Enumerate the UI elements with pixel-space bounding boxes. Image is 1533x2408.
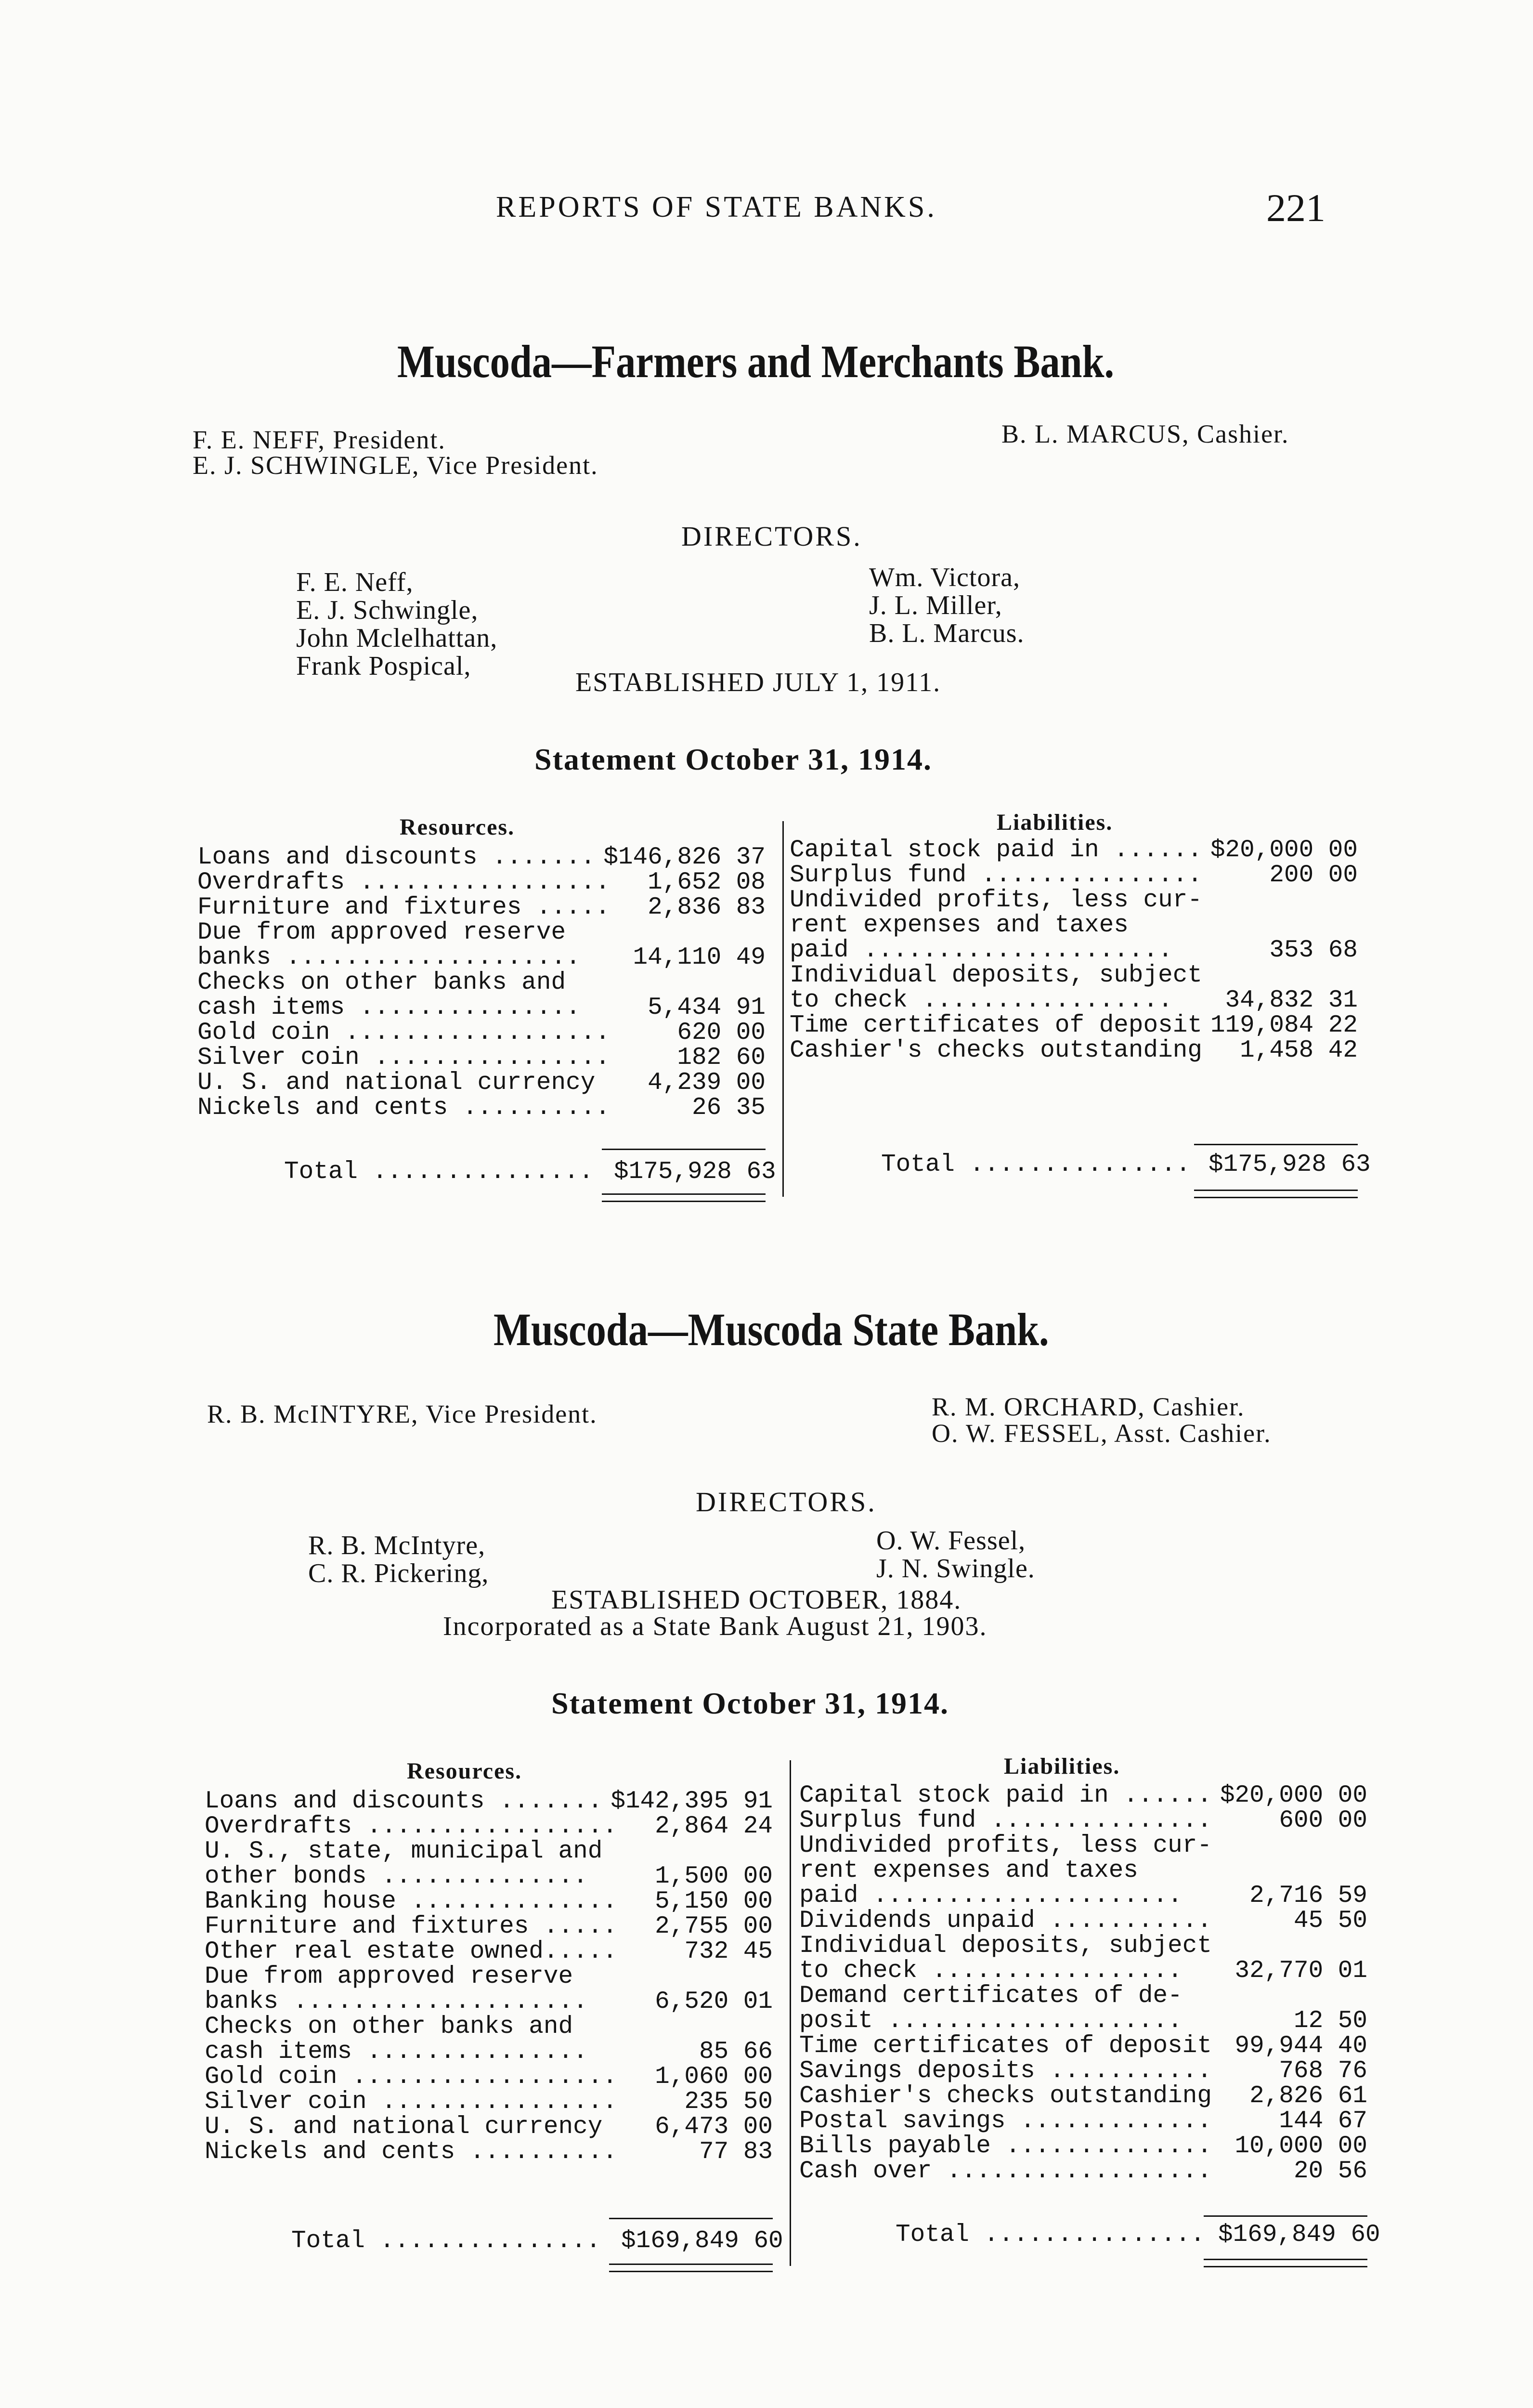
ledger-amount: 235 50 [684, 2088, 773, 2116]
ledger-label: Nickels and cents .......... [197, 1094, 610, 1122]
page-number: 221 [1266, 186, 1325, 230]
ledger-label: cash items ............... [197, 994, 581, 1021]
ledger-label: Cashier's checks outstanding [799, 2082, 1212, 2110]
ledger-amount: 4,239 00 [648, 1069, 766, 1097]
ledger-label: Furniture and fixtures ..... [205, 1913, 617, 1940]
ledger-row [205, 2113, 773, 2141]
director-name: J. N. Swingle. [876, 1554, 1035, 1584]
bank1-officer-cashier: B. L. MARCUS, Cashier. [1001, 419, 1289, 448]
bank2-liabilities-total-label: Total ............... [896, 2221, 1205, 2249]
ledger-label: Banking house .............. [205, 1888, 617, 1915]
ledger-amount: 45 50 [1293, 1907, 1367, 1935]
ledger-amount: 144 67 [1279, 2107, 1367, 2135]
ledger-row [799, 2032, 1367, 2060]
bank1-resources-total: $175,928 63 [614, 1158, 776, 1186]
bank2-officer-cashier: R. M. ORCHARD, Cashier. [932, 1392, 1245, 1421]
bank2-title: Muscoda—Muscoda State Bank. [494, 1304, 1049, 1355]
ledger-row [799, 1957, 1367, 1985]
ledger-row [799, 1907, 1367, 1935]
ledger-row [205, 1938, 773, 1963]
ledger-amount: 5,150 00 [655, 1888, 773, 1915]
ledger-label: Gold coin .................. [205, 2063, 617, 2091]
ledger-row [205, 1888, 773, 1913]
bank1-resources-total-double-rule [602, 1193, 766, 1202]
ledger-amount: 2,755 00 [655, 1913, 773, 1940]
ledger-amount: $20,000 00 [1210, 837, 1358, 864]
bank1-directors-right [869, 563, 1025, 647]
ledger-label: paid ..................... [799, 1882, 1182, 1910]
ledger-row [790, 887, 1358, 912]
bank1-statement-heading: Statement October 31, 1914. [534, 742, 932, 776]
ledger-row [790, 1037, 1358, 1062]
bank2-resources-list [205, 1788, 773, 2166]
director-name: Frank Pospical, [296, 651, 471, 681]
ledger-amount: 26 35 [691, 1094, 766, 1122]
ledger-amount: 600 00 [1279, 1807, 1367, 1834]
ledger-label: U. S. and national currency [197, 1069, 596, 1097]
bank1-liabilities-total-label: Total ............... [881, 1151, 1191, 1178]
ledger-amount: 119,084 22 [1210, 1012, 1358, 1039]
ledger-row [205, 1988, 773, 2013]
ledger-label: Bills payable .............. [799, 2133, 1212, 2160]
ledger-amount: 6,473 00 [655, 2113, 773, 2141]
ledger-label: Silver coin ................ [197, 1044, 610, 1072]
ledger-row [799, 1832, 1367, 1857]
ledger-amount: 20 56 [1293, 2158, 1367, 2185]
ledger-row [790, 962, 1358, 987]
ledger-amount: 2,836 83 [648, 894, 766, 921]
ledger-row [197, 869, 766, 894]
director-name: R. B. McIntyre, [308, 1531, 486, 1560]
ledger-label: Surplus fund ............... [799, 1807, 1212, 1834]
ledger-label: Due from approved reserve [197, 919, 566, 946]
bank1-liabilities-list [790, 837, 1358, 1062]
director-name: Wm. Victora, [869, 563, 1020, 592]
ledger-label: Individual deposits, subject [799, 1932, 1212, 1960]
bank1-liabilities-subtotal-rule [1194, 1144, 1358, 1145]
ledger-row [790, 937, 1358, 962]
ledger-amount: 34,832 31 [1225, 987, 1358, 1014]
ledger-amount: 2,864 24 [655, 1813, 773, 1840]
ledger-amount: 2,826 61 [1249, 2082, 1367, 2110]
ledger-row [197, 1094, 766, 1122]
ledger-label: posit .................... [799, 2007, 1182, 2035]
ledger-label: banks .................... [197, 944, 581, 971]
ledger-row [197, 969, 766, 994]
ledger-row [197, 994, 766, 1019]
ledger-amount: 85 66 [699, 2038, 773, 2066]
ledger-amount: 99,944 40 [1234, 2032, 1367, 2060]
ledger-amount: 32,770 01 [1234, 1957, 1367, 1985]
ledger-row [197, 844, 766, 869]
ledger-label: Gold coin .................. [197, 1019, 610, 1047]
bank2-resources-total-double-rule [609, 2264, 773, 2272]
bank2-directors-right [876, 1527, 1035, 1583]
ledger-label: U. S. and national currency [205, 2113, 603, 2141]
bank2-directors-heading: DIRECTORS. [696, 1486, 877, 1518]
director-name: E. J. Schwingle, [296, 595, 479, 625]
ledger-label: banks .................... [205, 1988, 588, 2015]
ledger-label: Checks on other banks and [197, 969, 566, 996]
ledger-row [799, 1982, 1367, 2010]
director-name: B. L. Marcus. [869, 618, 1025, 648]
bank2-officer-asst-cashier: O. W. FESSEL, Asst. Cashier. [932, 1419, 1272, 1448]
ledger-row [790, 912, 1358, 937]
ledger-label: Capital stock paid in ...... [790, 837, 1202, 864]
bank2-liabilities-total: $169,849 60 [1218, 2221, 1380, 2249]
ledger-label: Cashier's checks outstanding [790, 1037, 1202, 1064]
ledger-row [790, 987, 1358, 1012]
ledger-label: Demand certificates of de- [799, 1982, 1182, 2010]
ledger-label: Other real estate owned..... [205, 1938, 617, 1965]
bank2-liabilities-subtotal-rule [1204, 2215, 1367, 2217]
bank1-resources-total-label: Total ............... [284, 1158, 594, 1186]
bank1-directors-heading: DIRECTORS. [681, 521, 862, 552]
director-name: J. L. Miller, [869, 590, 1002, 620]
bank2-liabilities-list [799, 1782, 1367, 2183]
ledger-amount: $146,826 37 [603, 844, 766, 871]
ledger-label: Individual deposits, subject [790, 962, 1202, 989]
ledger-label: Undivided profits, less cur- [790, 887, 1202, 914]
ledger-amount: 768 76 [1279, 2057, 1367, 2085]
ledger-row [799, 2133, 1367, 2158]
bank1-title: Muscoda—Farmers and Merchants Bank. [397, 336, 1115, 387]
ledger-row [205, 1913, 773, 1938]
ledger-row [799, 2158, 1367, 2183]
ledger-label: Overdrafts ................. [197, 869, 610, 896]
bank1-liabilities-total: $175,928 63 [1208, 1151, 1371, 1178]
ledger-label: Loans and discounts ....... [197, 844, 596, 871]
ledger-label: rent expenses and taxes [799, 1857, 1138, 1885]
ledger-amount: 1,652 08 [648, 869, 766, 896]
ledger-label: Checks on other banks and [205, 2013, 573, 2041]
bank2-established: ESTABLISHED OCTOBER, 1884. [551, 1585, 962, 1615]
bank1-liabilities-heading: Liabilities. [997, 810, 1113, 835]
ledger-row [799, 2057, 1367, 2085]
ledger-label: Undivided profits, less cur- [799, 1832, 1212, 1859]
ledger-row [197, 1044, 766, 1072]
ledger-row [799, 1807, 1367, 1832]
ledger-label: Furniture and fixtures ..... [197, 894, 610, 921]
bank2-resources-subtotal-rule [609, 2218, 773, 2219]
ledger-amount: 5,434 91 [648, 994, 766, 1021]
director-name: C. R. Pickering, [308, 1558, 489, 1588]
ledger-row [197, 1019, 766, 1047]
ledger-amount: 200 00 [1269, 862, 1358, 889]
ledger-row [205, 1963, 773, 1988]
ledger-amount: 182 60 [677, 1044, 766, 1072]
ledger-label: Savings deposits ........... [799, 2057, 1212, 2085]
ledger-amount: 77 83 [699, 2138, 773, 2166]
ledger-row [205, 1838, 773, 1863]
bank1-directors-left [296, 568, 497, 680]
ledger-amount: 14,110 49 [633, 944, 766, 971]
bank2-resources-total: $169,849 60 [621, 2227, 783, 2255]
bank1-resources-list [197, 844, 766, 1122]
ledger-label: Dividends unpaid ........... [799, 1907, 1212, 1935]
ledger-amount: $20,000 00 [1220, 1782, 1367, 1809]
bank1-established: ESTABLISHED JULY 1, 1911. [575, 667, 941, 697]
ledger-row [197, 919, 766, 944]
ledger-row [205, 2088, 773, 2116]
ledger-label: other bonds .............. [205, 1863, 588, 1890]
bank1-resources-subtotal-rule [602, 1149, 766, 1150]
bank1-column-divider [782, 821, 784, 1197]
ledger-row [799, 1882, 1367, 1910]
bank2-column-divider [790, 1760, 791, 2266]
ledger-label: Due from approved reserve [205, 1963, 573, 1990]
ledger-row [197, 944, 766, 969]
ledger-label: Postal savings ............. [799, 2107, 1212, 2135]
ledger-row [205, 2063, 773, 2091]
ledger-amount: 353 68 [1269, 937, 1358, 964]
ledger-row [205, 2013, 773, 2041]
bank2-resources-heading: Resources. [407, 1758, 522, 1784]
ledger-row [799, 1782, 1367, 1807]
ledger-row [790, 1012, 1358, 1037]
bank2-officer-vice-president: R. B. McINTYRE, Vice President. [207, 1400, 598, 1428]
ledger-amount: 620 00 [677, 1019, 766, 1047]
ledger-row [197, 1069, 766, 1097]
ledger-label: cash items ............... [205, 2038, 588, 2066]
bank1-officer-vice-president: E. J. SCHWINGLE, Vice President. [193, 451, 598, 480]
bank1-officer-president: F. E. NEFF, President. [193, 425, 446, 454]
ledger-row [205, 2038, 773, 2066]
ledger-row [205, 2138, 773, 2166]
ledger-amount: 12 50 [1293, 2007, 1367, 2035]
ledger-row [205, 1813, 773, 1838]
ledger-label: Cash over .................. [799, 2158, 1212, 2185]
ledger-label: Silver coin ................ [205, 2088, 617, 2116]
ledger-row [790, 862, 1358, 887]
bank2-resources-total-label: Total ............... [291, 2227, 601, 2255]
ledger-amount: 10,000 00 [1234, 2133, 1367, 2160]
director-name: O. W. Fessel, [876, 1526, 1026, 1556]
ledger-row [205, 1863, 773, 1888]
ledger-label: to check ................. [799, 1957, 1182, 1985]
ledger-label: to check ................. [790, 987, 1173, 1014]
director-name: F. E. Neff, [296, 567, 414, 597]
ledger-label: Nickels and cents .......... [205, 2138, 617, 2166]
ledger-label: paid ..................... [790, 937, 1173, 964]
ledger-label: Loans and discounts ....... [205, 1788, 603, 1815]
ledger-label: Time certificates of deposit [799, 2032, 1212, 2060]
ledger-row [799, 1857, 1367, 1885]
ledger-amount: 6,520 01 [655, 1988, 773, 2015]
ledger-amount: 1,060 00 [655, 2063, 773, 2091]
ledger-label: Surplus fund ............... [790, 862, 1202, 889]
bank1-resources-heading: Resources. [400, 814, 515, 840]
ledger-amount: 732 45 [684, 1938, 773, 1965]
ledger-label: rent expenses and taxes [790, 912, 1129, 939]
ledger-amount: 1,500 00 [655, 1863, 773, 1890]
bank2-incorporated: Incorporated as a State Bank August 21, 1903. [443, 1611, 987, 1641]
bank2-liabilities-heading: Liabilities. [1004, 1754, 1120, 1779]
bank2-directors-left [308, 1531, 489, 1587]
ledger-row [197, 894, 766, 919]
ledger-row [790, 837, 1358, 862]
director-name: John Mclelhattan, [296, 623, 498, 653]
bank2-statement-heading: Statement October 31, 1914. [551, 1686, 949, 1720]
ledger-label: U. S., state, municipal and [205, 1838, 603, 1865]
ledger-row [799, 2107, 1367, 2133]
running-header: REPORTS OF STATE BANKS. [496, 191, 937, 223]
ledger-row [799, 1932, 1367, 1960]
ledger-row [799, 2082, 1367, 2110]
ledger-label: Capital stock paid in ...... [799, 1782, 1212, 1809]
ledger-row [799, 2007, 1367, 2035]
ledger-amount: 1,458 42 [1240, 1037, 1358, 1064]
ledger-label: Time certificates of deposit [790, 1012, 1202, 1039]
bank2-liabilities-total-double-rule [1204, 2259, 1367, 2267]
ledger-row [205, 1788, 773, 1813]
ledger-label: Overdrafts ................. [205, 1813, 617, 1840]
ledger-amount: 2,716 59 [1249, 1882, 1367, 1910]
ledger-amount: $142,395 91 [611, 1788, 773, 1815]
bank1-liabilities-total-double-rule [1194, 1190, 1358, 1198]
